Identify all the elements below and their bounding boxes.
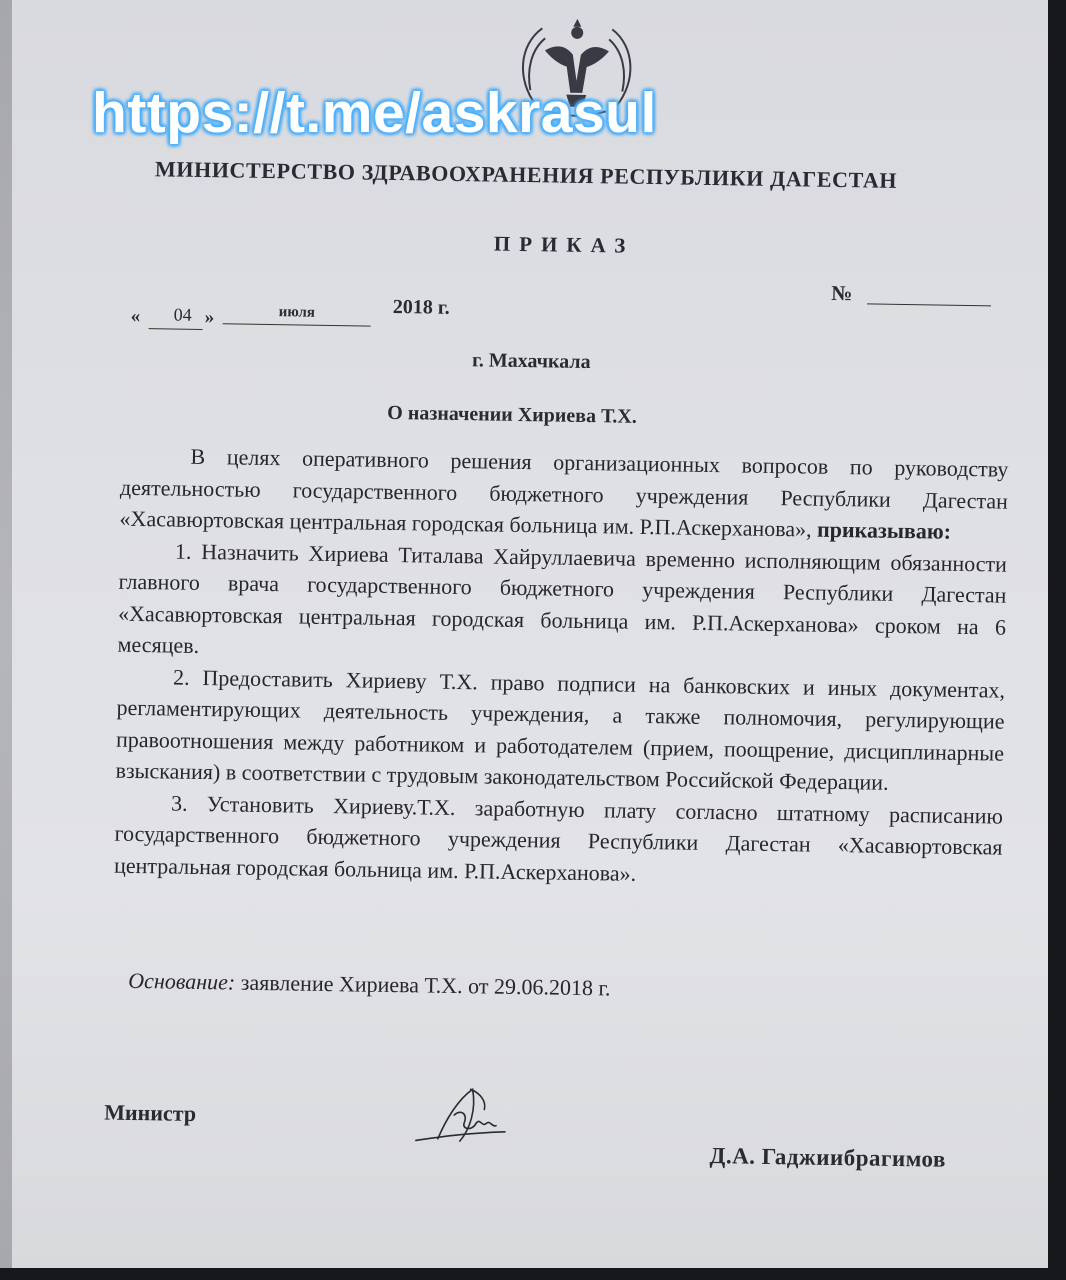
order-date [130, 292, 611, 340]
issue-city: г. Махачкала [471, 349, 591, 374]
date-open-quote: « [130, 305, 141, 327]
order-number-label: № [830, 280, 853, 306]
intro-text: В целях оперативного решения организационных вопросов по руководству деятельностью государственного бюджетного учреждения Республики Дагестан «Хасавюртовская центральная городская больница им. Р.П.Аскерханова», [119, 443, 1009, 542]
ministry-name: МИНИСТЕРСТВО ЗДРАВООХРАНЕНИЯ РЕСПУБЛИКИ ДАГЕСТАН [154, 156, 898, 193]
order-subject: О назначении Хириева Т.Х. [387, 401, 638, 428]
order-item-2: 2. Предоставить Хириеву Т.Х. право подписи на банковских и иных документах, регламентирующих деятельность учреждения, а также полномочия, регулирующие правоотношения между работником и работодателем (прием, поощрение, дисциплинарные взыскания) в соответствии с трудовым законодательством Российской Федерации. [115, 664, 1006, 795]
date-month-line [223, 323, 371, 326]
order-basis [128, 968, 828, 1005]
intro-paragraph [119, 440, 1008, 548]
handwritten-signature [410, 1078, 521, 1160]
signatory-name: Д.А. Гаджиибрагимов [709, 1143, 947, 1172]
date-day-line [149, 328, 203, 330]
order-number-line [867, 303, 991, 306]
document-type-heading: ПРИКАЗ [493, 231, 635, 258]
basis-text: заявление Хириева Т.Х. от 29.06.2018 г. [240, 969, 611, 1001]
order-item-3: 3. Установить Хириеву.Т.Х. заработную плату согласно штатному расписанию государственного бюджетного учреждения Республики Дагестан «Хасавюртовская центральная городская больница им. Р.П.Аскерханова». [113, 790, 1004, 886]
intro-command: приказываю: [816, 516, 952, 544]
order-body [114, 440, 1009, 895]
basis-label: Основание: [128, 967, 236, 995]
date-day: 04 [173, 304, 192, 325]
order-item-1: 1. Назначить Хириева Титалава Хайруллаевича временно исполняющим обязанности главного врача государственного бюджетного учреждения Республики Дагестан «Хасавюртовская центральная городская больница им. Р.П.Аскерханова» сроком на 6 месяцев. [117, 538, 1008, 658]
date-close-quote: » [204, 307, 215, 329]
date-month: июля [278, 304, 316, 321]
date-year: 2018 г. [392, 295, 450, 319]
signatory-title: Министр [104, 1099, 197, 1126]
photo-frame-bottom [0, 1268, 1066, 1280]
watermark-link: https://t.me/askrasul [92, 81, 657, 145]
photo-frame-right [1048, 0, 1066, 1280]
